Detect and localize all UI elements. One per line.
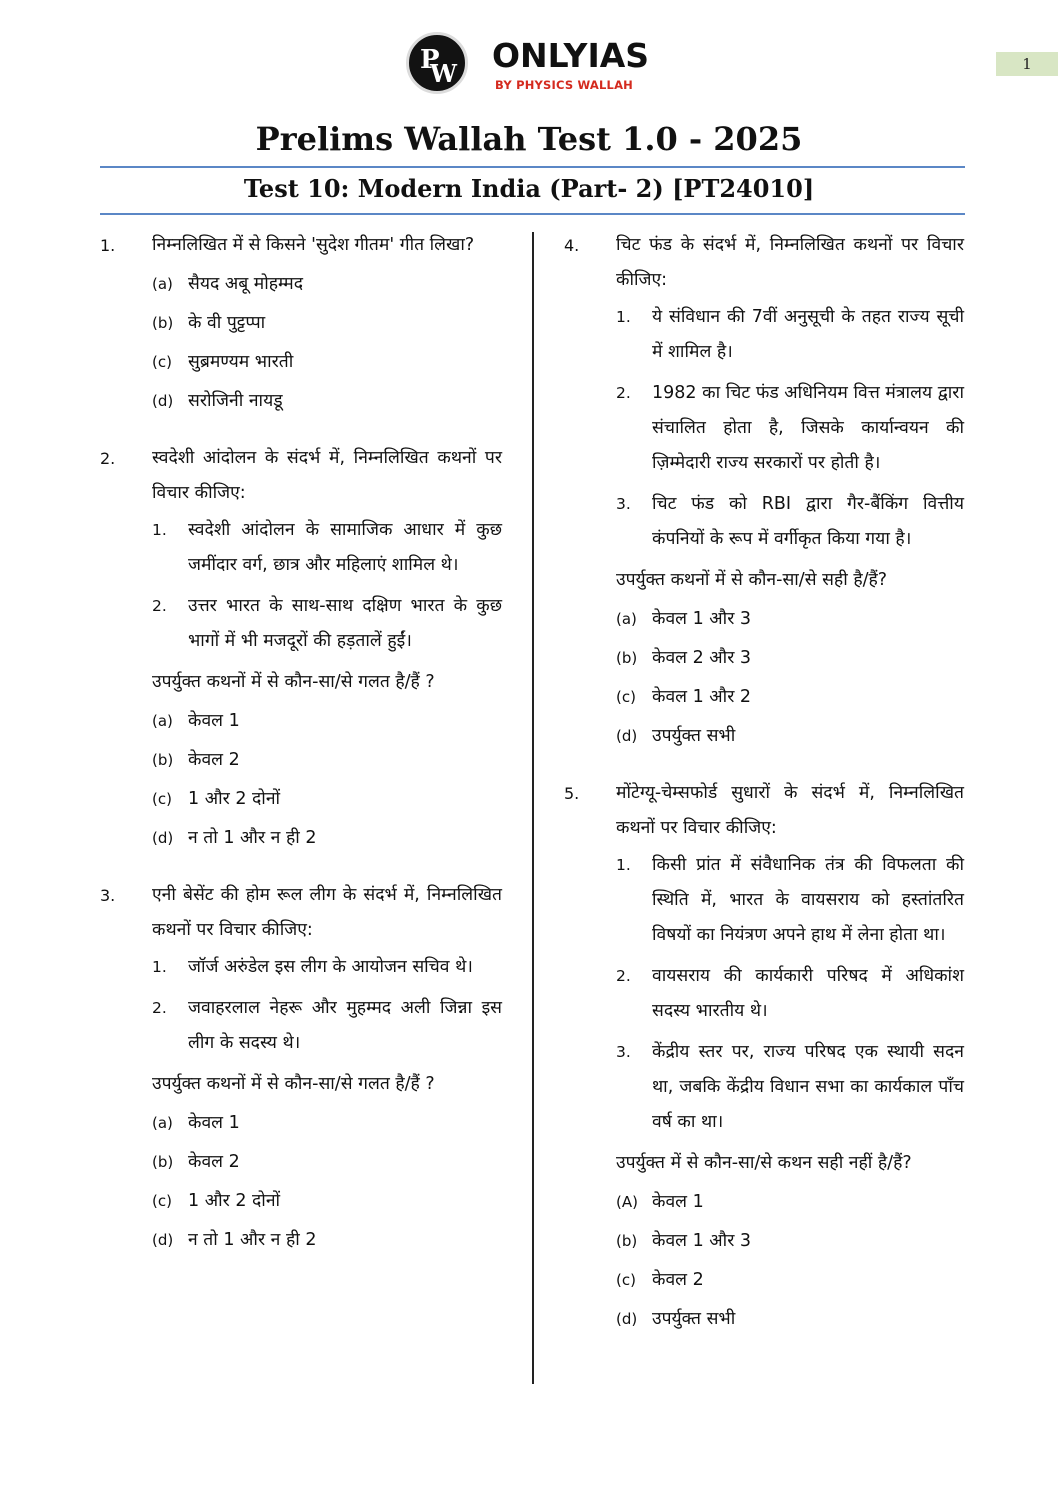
option bbox=[616, 1185, 964, 1224]
brand-name: ONLYIAS bbox=[492, 36, 650, 75]
option-text: 1 और 2 दोनों bbox=[188, 1191, 281, 1211]
option-text: केवल 2 bbox=[188, 1152, 240, 1172]
option-text: केवल 2 bbox=[188, 750, 240, 770]
statement-number: 3. bbox=[616, 495, 631, 513]
test-subtitle: Test 10: Modern India (Part- 2) [PT24010] bbox=[243, 174, 815, 203]
question-number: 1. bbox=[100, 236, 116, 255]
options-list bbox=[152, 704, 502, 860]
option-text: केवल 1 bbox=[652, 1192, 704, 1212]
page-title: Prelims Wallah Test 1.0 - 2025 bbox=[255, 120, 803, 158]
option bbox=[616, 1302, 964, 1341]
option-text: 1 और 2 दोनों bbox=[188, 789, 281, 809]
statement bbox=[616, 487, 964, 557]
statement-number: 2. bbox=[152, 999, 167, 1017]
option-text: सैयद अबू मोहम्मद bbox=[188, 274, 304, 294]
option-label: (b) bbox=[616, 649, 638, 667]
option bbox=[616, 602, 964, 641]
option-text: केवल 1 और 3 bbox=[652, 1231, 752, 1251]
option-label: (b) bbox=[152, 751, 174, 769]
question-number: 2. bbox=[100, 449, 116, 468]
question-1 bbox=[100, 228, 502, 423]
statement-text: वायसराय की कार्यकारी परिषद में अधिकांश सदस्य भारतीय थे। bbox=[652, 966, 964, 1021]
statement-text: ये संविधान की 7वीं अनुसूची के तहत राज्य सूची में शामिल है। bbox=[652, 307, 964, 362]
statement bbox=[616, 376, 964, 481]
option-label: (c) bbox=[616, 1271, 636, 1289]
statement-number: 2. bbox=[152, 597, 167, 615]
option-label: (a) bbox=[616, 610, 637, 628]
question-ask: उपर्युक्त में से कौन-सा/से कथन सही नहीं है/हैं? bbox=[616, 1153, 912, 1173]
statements-list bbox=[616, 848, 964, 1140]
statement-number: 3. bbox=[616, 1043, 631, 1061]
option-text: सरोजिनी नायडू bbox=[188, 391, 283, 411]
question-number: 4. bbox=[564, 236, 580, 255]
option-text: केवल 1 और 2 bbox=[652, 687, 752, 707]
option-label: (c) bbox=[152, 1192, 172, 1210]
option bbox=[152, 1184, 502, 1223]
column-divider bbox=[532, 232, 534, 1384]
option-label: (b) bbox=[152, 314, 174, 332]
question-text: निम्नलिखित में से किसने 'सुदेश गीतम' गीत लिखा? bbox=[152, 235, 475, 255]
option-text: केवल 1 और 3 bbox=[652, 609, 752, 629]
statement bbox=[616, 1035, 964, 1140]
option-label: (a) bbox=[152, 712, 173, 730]
options-list bbox=[616, 1185, 964, 1341]
options-list bbox=[152, 267, 502, 423]
option-label: (A) bbox=[616, 1193, 638, 1211]
page-number: 1 bbox=[996, 52, 1058, 76]
svg-text:W: W bbox=[430, 59, 457, 88]
options-list bbox=[616, 602, 964, 758]
option-text: केवल 1 bbox=[188, 711, 240, 731]
option-label: (b) bbox=[616, 1232, 638, 1250]
statements-list bbox=[152, 950, 502, 1061]
statement bbox=[152, 513, 502, 583]
option-label: (d) bbox=[152, 829, 174, 847]
option-text: न तो 1 और न ही 2 bbox=[188, 1230, 317, 1250]
header-logo bbox=[406, 32, 666, 96]
question-ask: उपर्युक्त कथनों में से कौन-सा/से गलत है/हैं ? bbox=[152, 1074, 435, 1094]
brand-tagline: BY PHYSICS WALLAH bbox=[495, 78, 633, 92]
statement-text: स्वदेशी आंदोलन के सामाजिक आधार में कुछ जमींदार वर्ग, छात्र और महिलाएं शामिल थे। bbox=[188, 520, 502, 575]
option-text: उपर्युक्त सभी bbox=[652, 1309, 736, 1329]
option bbox=[616, 719, 964, 758]
option bbox=[152, 1145, 502, 1184]
statement bbox=[616, 300, 964, 370]
question-5 bbox=[564, 776, 964, 1341]
statement-number: 1. bbox=[616, 856, 631, 874]
pw-logo-icon bbox=[406, 32, 468, 94]
statements-list bbox=[616, 300, 964, 557]
option bbox=[152, 743, 502, 782]
subtitle-rule bbox=[100, 213, 965, 215]
option-label: (d) bbox=[152, 1231, 174, 1249]
option-text: न तो 1 और न ही 2 bbox=[188, 828, 317, 848]
left-column bbox=[100, 228, 502, 1280]
statement-text: जॉर्ज अरुंडेल इस लीग के आयोजन सचिव थे। bbox=[188, 957, 473, 977]
option bbox=[616, 641, 964, 680]
option-text: केवल 2 और 3 bbox=[652, 648, 752, 668]
statement-number: 1. bbox=[152, 521, 167, 539]
option bbox=[152, 821, 502, 860]
statement-text: 1982 का चिट फंड अधिनियम वित्त मंत्रालय द्वारा संचालित होता है, जिसके कार्यान्वयन की ज़िम्मेदारी राज्य सरकारों पर होती है। bbox=[652, 383, 964, 473]
statement-text: किसी प्रांत में संवैधानिक तंत्र की विफलता की स्थिति में, भारत के वायसराय को हस्तांतरित विषयों का नियंत्रण अपने हाथ में लेना होता था। bbox=[652, 855, 964, 945]
option-text: के वी पुट्टप्पा bbox=[188, 313, 266, 333]
option bbox=[152, 384, 502, 423]
statement-text: केंद्रीय स्तर पर, राज्य परिषद एक स्थायी सदन था, जबकि केंद्रीय विधान सभा का कार्यकाल पाँच वर्ष का था। bbox=[652, 1042, 964, 1132]
statement-text: उत्तर भारत के साथ-साथ दक्षिण भारत के कुछ भागों में भी मजदूरों की हड़तालें हुईं। bbox=[188, 596, 502, 651]
question-number: 5. bbox=[564, 784, 580, 803]
statement bbox=[616, 959, 964, 1029]
option-label: (c) bbox=[152, 790, 172, 808]
question-text: मोंटेग्यू-चेम्सफोर्ड सुधारों के संदर्भ में, निम्नलिखित कथनों पर विचार कीजिए: bbox=[616, 783, 964, 838]
option bbox=[616, 1224, 964, 1263]
option bbox=[616, 1263, 964, 1302]
title-rule bbox=[100, 166, 965, 168]
statement-text: चिट फंड को RBI द्वारा गैर-बैंकिंग वित्तीय कंपनियों के रूप में वर्गीकृत किया गया है। bbox=[652, 494, 964, 549]
question-number: 3. bbox=[100, 886, 116, 905]
question-2 bbox=[100, 441, 502, 860]
options-list bbox=[152, 1106, 502, 1262]
question-4 bbox=[564, 228, 964, 758]
option bbox=[152, 345, 502, 384]
right-column bbox=[564, 228, 964, 1359]
question-text: स्वदेशी आंदोलन के संदर्भ में, निम्नलिखित कथनों पर विचार कीजिए: bbox=[152, 448, 502, 503]
option bbox=[152, 704, 502, 743]
question-ask: उपर्युक्त कथनों में से कौन-सा/से सही है/हैं? bbox=[616, 570, 888, 590]
option-label: (c) bbox=[616, 688, 636, 706]
option bbox=[152, 782, 502, 821]
statement-number: 2. bbox=[616, 967, 631, 985]
option bbox=[152, 267, 502, 306]
option-label: (d) bbox=[616, 727, 638, 745]
statement bbox=[152, 991, 502, 1061]
statement bbox=[616, 848, 964, 953]
option-label: (a) bbox=[152, 275, 173, 293]
statement-number: 1. bbox=[152, 958, 167, 976]
option-text: सुब्रमण्यम भारती bbox=[188, 352, 294, 372]
statement-number: 1. bbox=[616, 308, 631, 326]
statement bbox=[152, 950, 502, 985]
statement bbox=[152, 589, 502, 659]
option-text: उपर्युक्त सभी bbox=[652, 726, 736, 746]
question-3 bbox=[100, 878, 502, 1262]
option-label: (a) bbox=[152, 1114, 173, 1132]
question-text: एनी बेसेंट की होम रूल लीग के संदर्भ में, निम्नलिखित कथनों पर विचार कीजिए: bbox=[152, 885, 502, 940]
option-text: केवल 1 bbox=[188, 1113, 240, 1133]
option bbox=[152, 306, 502, 345]
question-text: चिट फंड के संदर्भ में, निम्नलिखित कथनों पर विचार कीजिए: bbox=[616, 235, 964, 290]
svg-text:P: P bbox=[420, 45, 440, 75]
option-label: (c) bbox=[152, 353, 172, 371]
statements-list bbox=[152, 513, 502, 659]
option-label: (b) bbox=[152, 1153, 174, 1171]
question-ask: उपर्युक्त कथनों में से कौन-सा/से गलत है/हैं ? bbox=[152, 672, 435, 692]
option-text: केवल 2 bbox=[652, 1270, 704, 1290]
statement-number: 2. bbox=[616, 384, 631, 402]
option-label: (d) bbox=[152, 392, 174, 410]
option bbox=[152, 1223, 502, 1262]
option bbox=[616, 680, 964, 719]
option bbox=[152, 1106, 502, 1145]
option-label: (d) bbox=[616, 1310, 638, 1328]
statement-text: जवाहरलाल नेहरू और मुहम्मद अली जिन्ना इस लीग के सदस्य थे। bbox=[188, 998, 502, 1053]
